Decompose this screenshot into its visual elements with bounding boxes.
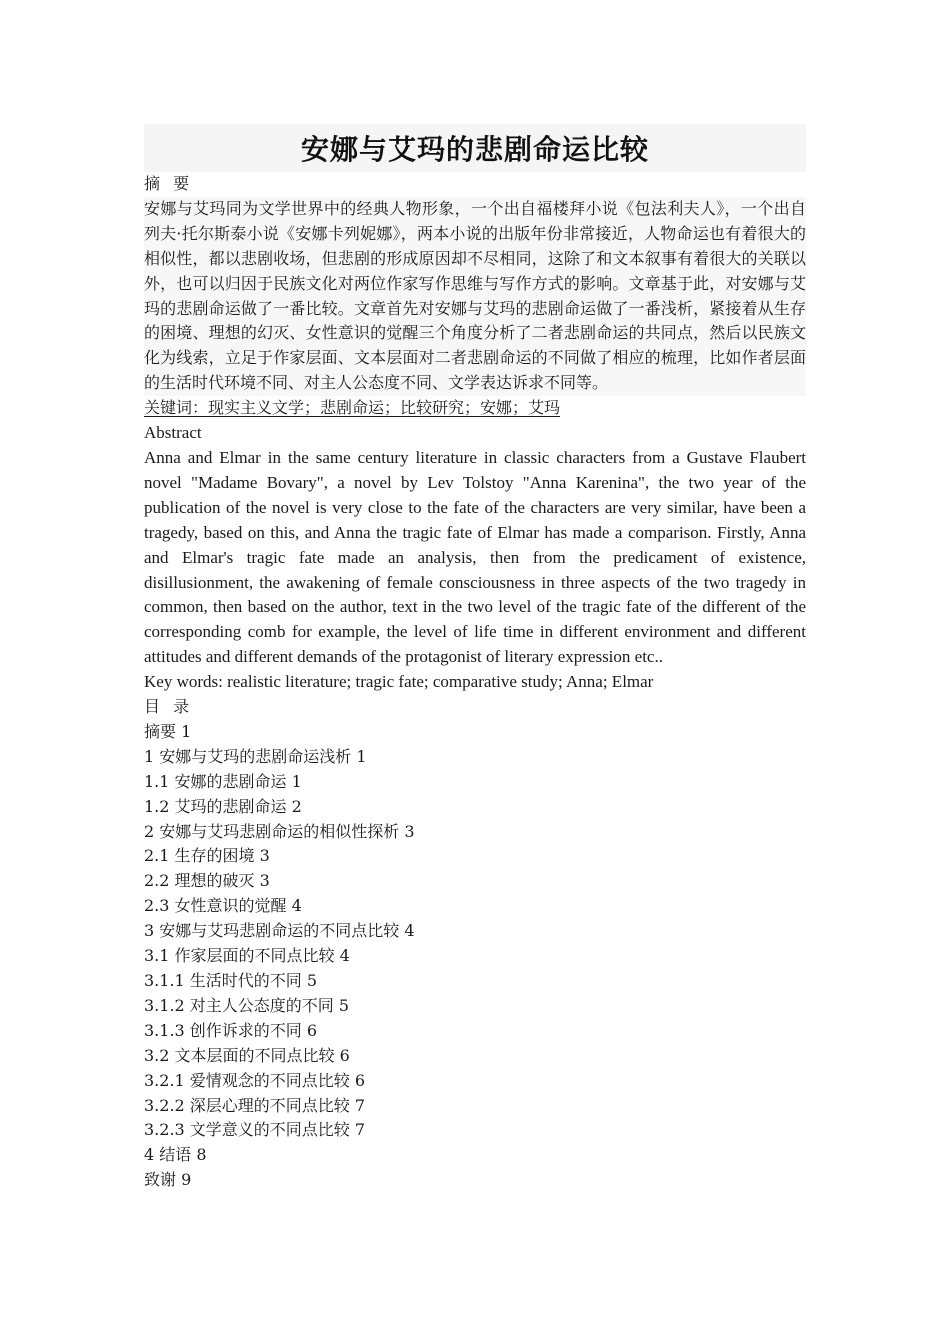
- toc-item: 3.2.3 文学意义的不同点比较 7: [144, 1120, 366, 1140]
- document-page: [144, 124, 806, 1193]
- toc-item: 3.2 文本层面的不同点比较 6: [144, 1045, 350, 1065]
- keywords-cn: 关键词：现实主义文学；悲剧命运；比较研究；安娜；艾玛: [144, 398, 561, 418]
- toc-item: 1 安娜与艾玛的悲剧命运浅析 1: [144, 746, 367, 766]
- abstract-cn-label: 摘 要: [144, 174, 194, 193]
- toc-item: 3.1.3 创作诉求的不同 6: [144, 1020, 318, 1040]
- toc-item: 2.2 理想的破灭 3: [144, 871, 270, 891]
- toc-item: 4 结语 8: [144, 1145, 207, 1165]
- toc-label: 目 录: [144, 697, 194, 717]
- document-title: 安娜与艾玛的悲剧命运比较: [300, 133, 649, 166]
- toc-item: 1.2 艾玛的悲剧命运 2: [144, 796, 302, 816]
- toc-item: 3.1 作家层面的不同点比较 4: [144, 946, 350, 966]
- toc-item: 致谢 9: [144, 1170, 192, 1190]
- keywords-en: Key words: realistic literature; tragic fate; comparative study; Anna; Elmar: [144, 672, 654, 692]
- toc-item: 2 安娜与艾玛悲剧命运的相似性探析 3: [144, 821, 415, 841]
- abstract-en-label: Abstract: [144, 423, 202, 443]
- toc-item: 摘要 1: [144, 721, 192, 741]
- toc-item: 1.1 安娜的悲剧命运 1: [144, 771, 302, 791]
- title-band: [144, 124, 806, 172]
- abstract-en-text: Anna and Elmar in the same century literature in classic characters from a Gustave Flaubert novel "Madame Bovary", a novel by Lev Tolstoy "Anna Karenina", the two year of the publication of the novel is very close to the fate of the characters are very similar, have been a tragedy, based on this, and Anna the tragic fate of Elmar has made a comparison. Firstly, Anna and Elmar's tragic fate made an analysis, then from the predicament of existence, disillusionment, the awakening of female consciousness in three aspects of the two tragedy in common, then based on the author, text in the two level of the tragic fate of the different of the corresponding comb for example, the level of life time in different environment and different attitudes and different demands of the protagonist of literary expression etc..: [144, 447, 806, 667]
- toc-item: 3 安娜与艾玛悲剧命运的不同点比较 4: [144, 921, 415, 941]
- toc-item: 3.2.2 深层心理的不同点比较 7: [144, 1095, 366, 1115]
- toc-item: 3.1.2 对主人公态度的不同 5: [144, 995, 350, 1015]
- toc-list: [144, 720, 806, 1193]
- toc-item: 2.3 女性意识的觉醒 4: [144, 896, 302, 916]
- toc-item: 3.1.1 生活时代的不同 5: [144, 971, 318, 990]
- toc-item: 2.1 生存的困境 3: [144, 846, 270, 866]
- abstract-cn-text: 安娜与艾玛同为文学世界中的经典人物形象，一个出自福楼拜小说《包法利夫人》，一个出自列夫·托尔斯泰小说《安娜卡列妮娜》，两本小说的出版年份非常接近，人物命运也有着很大的相似性，都以悲剧收场，但悲剧的形成原因却不尽相同，这除了和文本叙事有着很大的关联以外，也可以归因于民族文化对两位作家写作思维与写作方式的影响。文章基于此，对安娜与艾玛的悲剧命运做了一番比较。文章首先对安娜与艾玛的悲剧命运做了一番浅析，紧接着从生存的困境、理想的幻灭、女性意识的觉醒三个角度分析了二者悲剧命运的共同点，然后以民族文化为线索，立足于作家层面、文本层面对二者悲剧命运的不同做了相应的梳理，比如作者层面的生活时代环境不同、对主人公态度不同、文学表达诉求不同等。: [144, 197, 806, 396]
- toc-item: 3.2.1 爱情观念的不同点比较 6: [144, 1070, 366, 1090]
